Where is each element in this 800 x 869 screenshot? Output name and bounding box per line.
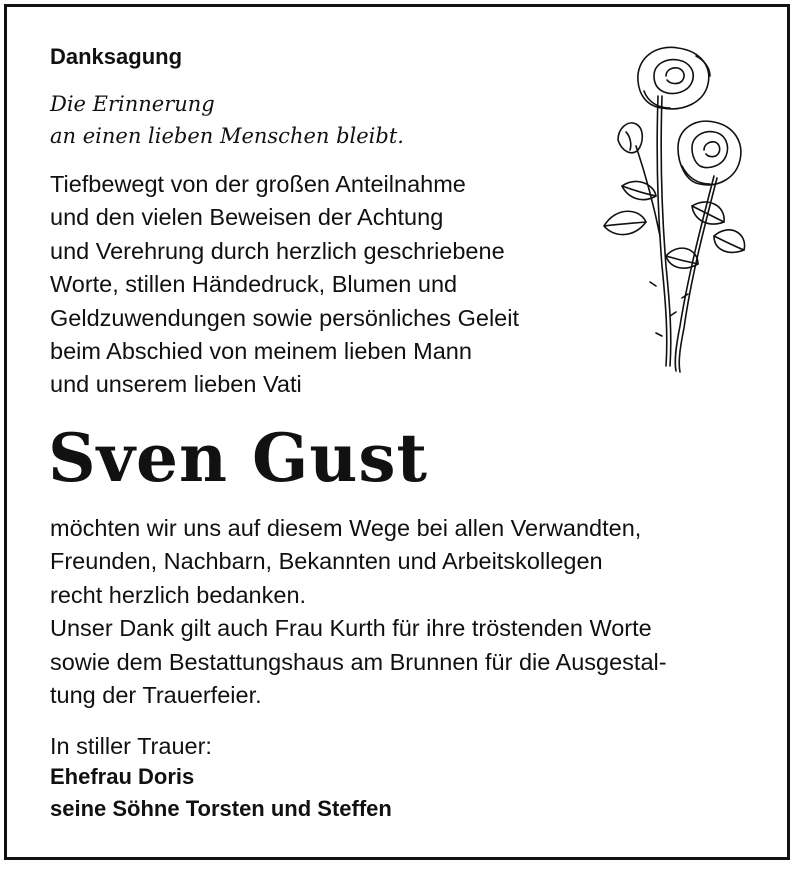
thanks-paragraph xyxy=(50,512,667,712)
quote-block xyxy=(50,88,404,152)
deceased-name: Sven Gust xyxy=(48,419,428,497)
thanks-line: tung der Trauerfeier. xyxy=(50,682,262,709)
thanks-line: Freunden, Nachbarn, Bekannten und Arbeitskollegen xyxy=(50,548,603,575)
thanks-line: möchten wir uns auf diesem Wege bei allen Verwandten, xyxy=(50,515,642,541)
intro-line: und unserem lieben Vati xyxy=(50,371,302,398)
intro-line: Tiefbewegt von der großen Anteilnahme xyxy=(50,171,466,197)
intro-line: und den vielen Beweisen der Achtung xyxy=(50,204,444,231)
mourning-line: In stiller Trauer: xyxy=(50,733,212,759)
thanks-line: recht herzlich bedanken. xyxy=(50,581,307,608)
signer-wife: Ehefrau Doris xyxy=(50,764,195,789)
intro-line: Worte, stillen Händedruck, Blumen und xyxy=(50,271,458,298)
quote-line: an einen lieben Menschen bleibt. xyxy=(50,124,404,148)
roses-icon xyxy=(596,36,756,381)
intro-line: und Verehrung durch herzlich geschriebene xyxy=(50,237,505,264)
notice-heading: Danksagung xyxy=(50,44,183,69)
signer-sons: seine Söhne Torsten und Steffen xyxy=(50,796,392,821)
intro-line: Geldzuwendungen sowie persönliches Geleit xyxy=(50,304,519,331)
intro-paragraph xyxy=(50,168,519,402)
thanks-line: Unser Dank gilt auch Frau Kurth für ihre tröstenden Worte xyxy=(50,615,652,642)
thanks-line: sowie dem Bestattungshaus am Brunnen für die Ausgestal- xyxy=(50,648,667,675)
quote-line: Die Erinnerung xyxy=(50,92,215,116)
intro-line: beim Abschied von meinem lieben Mann xyxy=(50,338,472,365)
